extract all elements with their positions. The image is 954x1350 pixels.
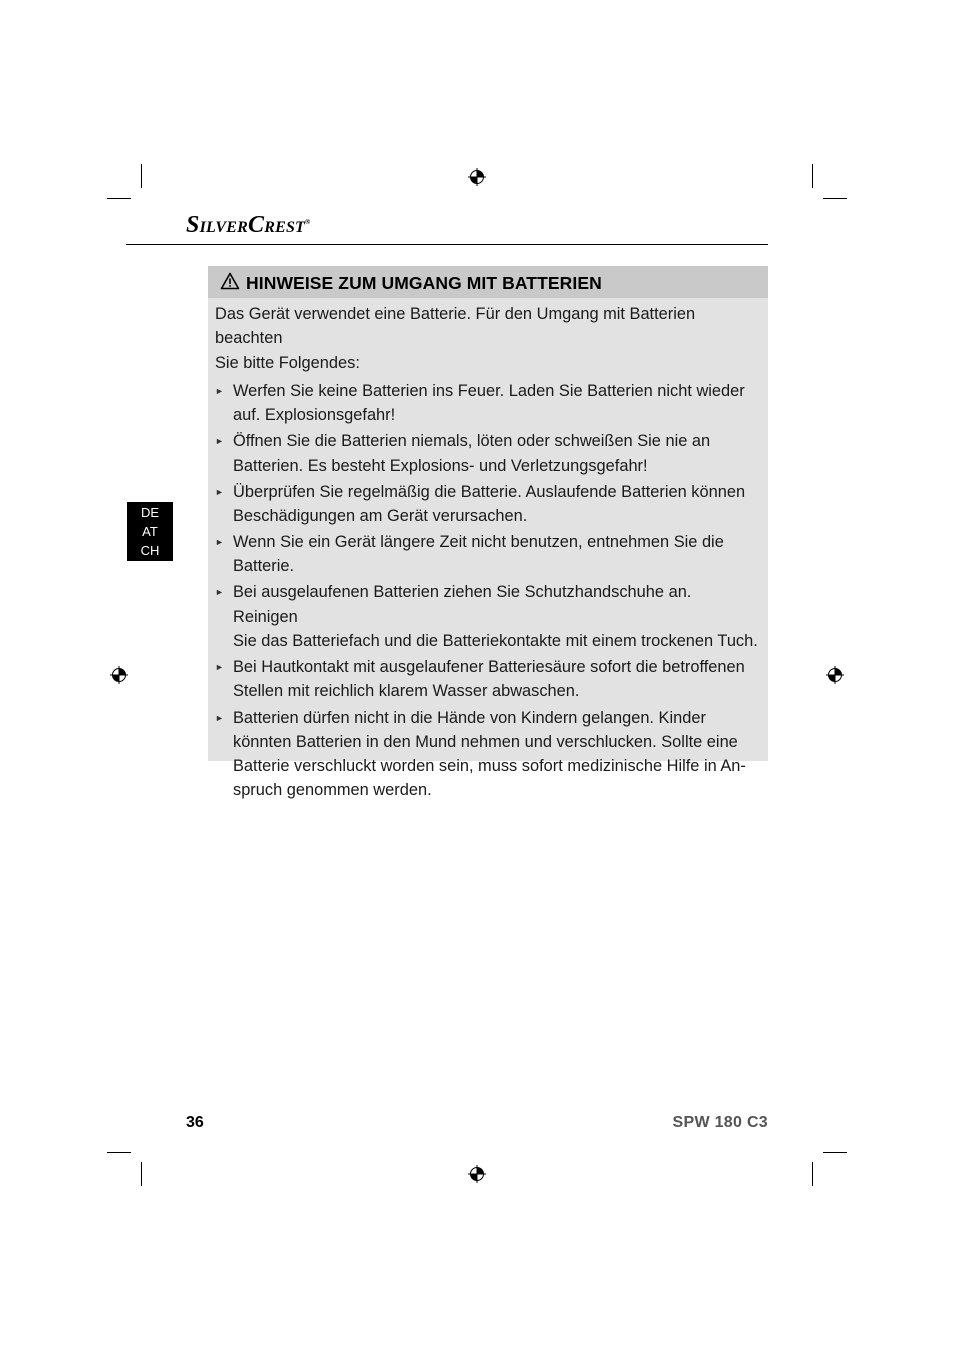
language-code: DE: [140, 505, 160, 520]
bullet-arrow-icon: ►: [215, 662, 224, 673]
bullet-arrow-icon: ►: [215, 486, 224, 497]
list-item: ► Batterien dürfen nicht in die Hände von Kindern gelangen. Kinder könnten Batterien in den Mund nehmen und verschlucken. Sollte eine Batterie verschluckt worden sein, muss sofort medizinische Hilfe in An- spruch genommen werden.: [215, 706, 760, 803]
bullet-arrow-icon: ►: [215, 385, 224, 396]
crop-mark: [812, 164, 813, 188]
page-number: 36: [186, 1114, 204, 1131]
notice-header: [208, 266, 768, 298]
list-item: ► Wenn Sie ein Gerät längere Zeit nicht benutzen, entnehmen Sie die Batterie.: [215, 530, 760, 579]
list-item: ► Werfen Sie keine Batterien ins Feuer. Laden Sie Batterien nicht wieder auf. Explosionsgefahr!: [215, 379, 760, 428]
bullet-arrow-icon: ►: [215, 712, 224, 723]
list-item: ► Öffnen Sie die Batterien niemals, löten oder schweißen Sie nie an Batterien. Es besteht Explosions- und Verletzungsgefahr!: [215, 429, 760, 478]
battery-notice-box: [208, 266, 768, 800]
crop-mark: [141, 164, 142, 188]
notice-body: [215, 302, 760, 805]
notice-title: HINWEISE ZUM UMGANG MIT BATTERIEN: [246, 273, 602, 293]
warning-triangle-icon: [220, 272, 240, 290]
list-item: ► Überprüfen Sie regelmäßig die Batterie. Auslaufende Batterien können Beschädigungen am Gerät verursachen.: [215, 480, 760, 529]
registration-mark-icon: [826, 666, 844, 684]
bullet-arrow-icon: ►: [215, 587, 224, 598]
crop-mark: [823, 1152, 847, 1153]
registration-mark-icon: [110, 666, 128, 684]
registration-mark-icon: [468, 168, 486, 186]
bullet-arrow-icon: ►: [215, 436, 224, 447]
crop-mark: [812, 1162, 813, 1186]
header-divider: [126, 244, 768, 245]
crop-mark: [141, 1162, 142, 1186]
crop-mark: [107, 1152, 131, 1153]
model-number: SPW 180 C3: [672, 1114, 768, 1131]
list-item: ► Bei Hautkontakt mit ausgelaufener Batteriesäure sofort die betroffenen Stellen mit reichlich klarem Wasser abwaschen.: [215, 655, 760, 704]
list-item: ► Bei ausgelaufenen Batterien ziehen Sie Schutzhandschuhe an. Reinigen Sie das Batteriefach und die Batteriekontakte mit einem trockenen Tuch.: [215, 580, 760, 653]
language-tab: [127, 502, 173, 561]
crop-mark: [107, 198, 131, 199]
registration-mark-icon: [468, 1165, 486, 1183]
bullet-arrow-icon: ►: [215, 537, 224, 548]
language-code: CH: [140, 543, 160, 558]
notice-intro: Das Gerät verwendet eine Batterie. Für den Umgang mit Batterien beachten Sie bitte Folgendes:: [215, 305, 696, 372]
safety-list: [215, 379, 760, 803]
crop-mark: [823, 198, 847, 199]
language-code: AT: [142, 524, 158, 539]
brand-logo: SILVERCREST®: [186, 212, 311, 238]
